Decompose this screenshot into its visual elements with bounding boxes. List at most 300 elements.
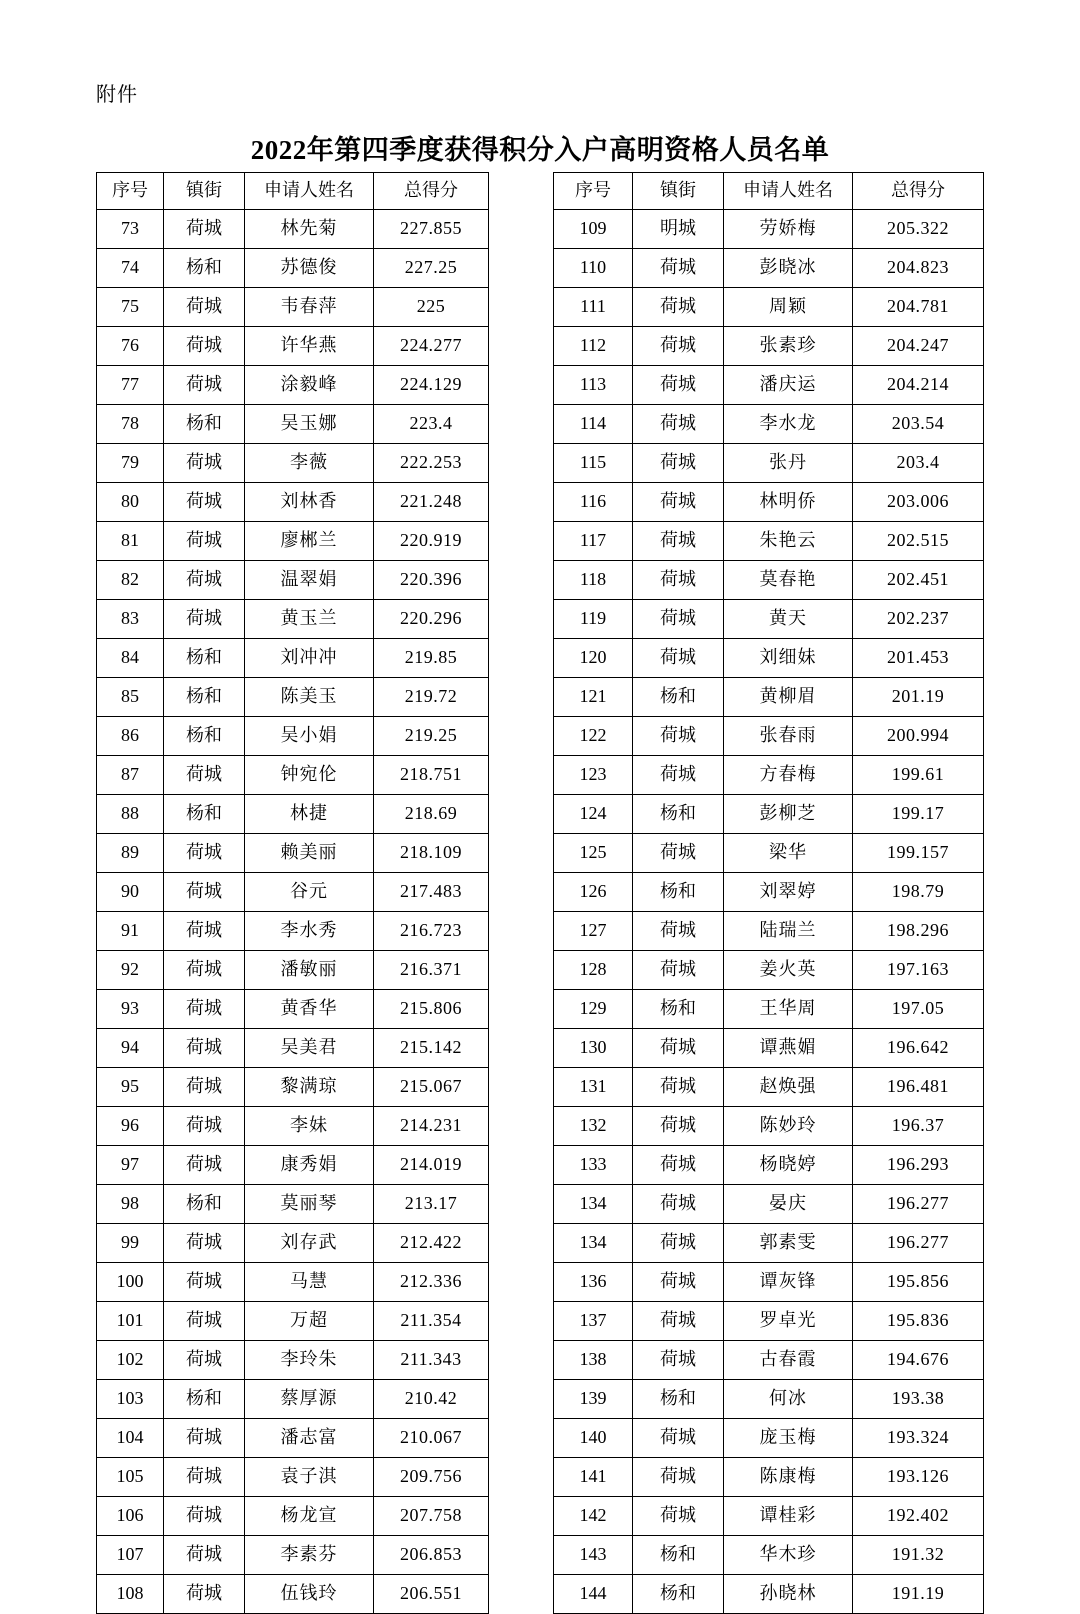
cell-name: 周颖 (724, 288, 853, 327)
cell-name: 谷元 (245, 873, 374, 912)
cell-no: 87 (97, 756, 164, 795)
cell-no: 83 (97, 600, 164, 639)
cell-town: 荷城 (633, 1263, 724, 1302)
cell-town: 荷城 (633, 1458, 724, 1497)
cell-name: 廖郴兰 (245, 522, 374, 561)
cell-score: 216.371 (374, 951, 489, 990)
cell-no: 112 (554, 327, 633, 366)
cell-name: 刘细妹 (724, 639, 853, 678)
cell-town: 荷城 (633, 444, 724, 483)
cell-town: 荷城 (164, 990, 245, 1029)
cell-no: 122 (554, 717, 633, 756)
cell-town: 荷城 (633, 600, 724, 639)
table-row (97, 990, 489, 1029)
cell-town: 荷城 (633, 717, 724, 756)
cell-no: 143 (554, 1536, 633, 1575)
cell-name: 吴小娟 (245, 717, 374, 756)
table-row (97, 249, 489, 288)
cell-score: 196.293 (853, 1146, 984, 1185)
cell-town: 荷城 (633, 561, 724, 600)
cell-town: 荷城 (633, 1497, 724, 1536)
cell-no: 126 (554, 873, 633, 912)
table-row (97, 912, 489, 951)
table-row (554, 210, 984, 249)
cell-score: 204.781 (853, 288, 984, 327)
table-row (554, 639, 984, 678)
cell-town: 杨和 (633, 1380, 724, 1419)
cell-no: 138 (554, 1341, 633, 1380)
table-row (97, 483, 489, 522)
cell-town: 荷城 (633, 912, 724, 951)
cell-town: 荷城 (633, 834, 724, 873)
cell-name: 王华周 (724, 990, 853, 1029)
cell-no: 98 (97, 1185, 164, 1224)
table-row (554, 288, 984, 327)
cell-score: 198.79 (853, 873, 984, 912)
cell-name: 庞玉梅 (724, 1419, 853, 1458)
cell-no: 88 (97, 795, 164, 834)
cell-no: 134 (554, 1185, 633, 1224)
cell-no: 78 (97, 405, 164, 444)
cell-town: 荷城 (633, 639, 724, 678)
cell-score: 196.481 (853, 1068, 984, 1107)
cell-town: 明城 (633, 210, 724, 249)
cell-name: 潘庆运 (724, 366, 853, 405)
cell-no: 144 (554, 1575, 633, 1614)
cell-name: 莫春艳 (724, 561, 853, 600)
cell-name: 劳娇梅 (724, 210, 853, 249)
table-row (554, 483, 984, 522)
table-row (554, 444, 984, 483)
cell-no: 118 (554, 561, 633, 600)
cell-name: 黄天 (724, 600, 853, 639)
cell-name: 陈康梅 (724, 1458, 853, 1497)
cell-name: 李水秀 (245, 912, 374, 951)
cell-score: 218.109 (374, 834, 489, 873)
cell-score: 196.642 (853, 1029, 984, 1068)
table-row (554, 873, 984, 912)
cell-name: 许华燕 (245, 327, 374, 366)
cell-no: 75 (97, 288, 164, 327)
cell-no: 130 (554, 1029, 633, 1068)
cell-name: 蔡厚源 (245, 1380, 374, 1419)
cell-score: 196.37 (853, 1107, 984, 1146)
cell-town: 荷城 (164, 873, 245, 912)
cell-name: 彭柳芝 (724, 795, 853, 834)
cell-name: 刘存武 (245, 1224, 374, 1263)
cell-no: 133 (554, 1146, 633, 1185)
cell-no: 141 (554, 1458, 633, 1497)
table-row (554, 756, 984, 795)
cell-no: 113 (554, 366, 633, 405)
table-row (554, 1302, 984, 1341)
table-row (554, 834, 984, 873)
cell-name: 潘敏丽 (245, 951, 374, 990)
cell-no: 86 (97, 717, 164, 756)
cell-town: 荷城 (633, 1185, 724, 1224)
table-row (97, 951, 489, 990)
cell-no: 131 (554, 1068, 633, 1107)
table-header-row (554, 173, 984, 210)
cell-town: 荷城 (164, 1029, 245, 1068)
cell-score: 212.336 (374, 1263, 489, 1302)
cell-score: 203.54 (853, 405, 984, 444)
column-header-no: 序号 (97, 173, 164, 210)
cell-name: 林捷 (245, 795, 374, 834)
cell-name: 李素芬 (245, 1536, 374, 1575)
cell-score: 204.247 (853, 327, 984, 366)
cell-no: 115 (554, 444, 633, 483)
cell-score: 210.067 (374, 1419, 489, 1458)
cell-town: 杨和 (164, 717, 245, 756)
cell-name: 袁子淇 (245, 1458, 374, 1497)
cell-no: 128 (554, 951, 633, 990)
cell-no: 96 (97, 1107, 164, 1146)
cell-town: 荷城 (164, 561, 245, 600)
cell-score: 219.25 (374, 717, 489, 756)
table-row (97, 873, 489, 912)
cell-name: 郭素雯 (724, 1224, 853, 1263)
cell-no: 119 (554, 600, 633, 639)
cell-score: 220.296 (374, 600, 489, 639)
cell-no: 94 (97, 1029, 164, 1068)
cell-name: 杨龙宣 (245, 1497, 374, 1536)
cell-score: 192.402 (853, 1497, 984, 1536)
cell-name: 莫丽琴 (245, 1185, 374, 1224)
cell-no: 132 (554, 1107, 633, 1146)
cell-town: 荷城 (633, 1146, 724, 1185)
cell-name: 黎满琼 (245, 1068, 374, 1107)
table-row (97, 366, 489, 405)
cell-name: 谭灰锋 (724, 1263, 853, 1302)
table-row (554, 1536, 984, 1575)
cell-name: 何冰 (724, 1380, 853, 1419)
table-row (97, 522, 489, 561)
cell-name: 苏德俊 (245, 249, 374, 288)
column-header-town: 镇街 (164, 173, 245, 210)
cell-no: 127 (554, 912, 633, 951)
cell-town: 杨和 (633, 1536, 724, 1575)
cell-score: 219.72 (374, 678, 489, 717)
cell-score: 199.157 (853, 834, 984, 873)
table-row (97, 1419, 489, 1458)
table-row (554, 1068, 984, 1107)
cell-town: 荷城 (633, 951, 724, 990)
table-row (554, 1458, 984, 1497)
cell-no: 114 (554, 405, 633, 444)
cell-town: 杨和 (633, 990, 724, 1029)
cell-no: 124 (554, 795, 633, 834)
table-row (97, 1536, 489, 1575)
cell-town: 荷城 (164, 912, 245, 951)
table-row (97, 1224, 489, 1263)
cell-score: 214.019 (374, 1146, 489, 1185)
cell-name: 钟宛伦 (245, 756, 374, 795)
table-row (554, 327, 984, 366)
cell-town: 杨和 (633, 795, 724, 834)
cell-score: 200.994 (853, 717, 984, 756)
cell-score: 203.006 (853, 483, 984, 522)
cell-score: 227.25 (374, 249, 489, 288)
column-header-no: 序号 (554, 173, 633, 210)
cell-score: 221.248 (374, 483, 489, 522)
table-row (554, 561, 984, 600)
cell-name: 谭燕媚 (724, 1029, 853, 1068)
cell-name: 黄柳眉 (724, 678, 853, 717)
cell-name: 刘林香 (245, 483, 374, 522)
cell-town: 荷城 (164, 1341, 245, 1380)
cell-town: 荷城 (164, 951, 245, 990)
cell-town: 荷城 (633, 405, 724, 444)
cell-score: 196.277 (853, 1185, 984, 1224)
cell-town: 荷城 (164, 1536, 245, 1575)
cell-no: 85 (97, 678, 164, 717)
cell-town: 杨和 (164, 678, 245, 717)
table-row (554, 249, 984, 288)
cell-name: 潘志富 (245, 1419, 374, 1458)
cell-score: 209.756 (374, 1458, 489, 1497)
table-row (97, 444, 489, 483)
table-row (97, 1185, 489, 1224)
cell-name: 李水龙 (724, 405, 853, 444)
cell-name: 华木珍 (724, 1536, 853, 1575)
cell-no: 139 (554, 1380, 633, 1419)
table-row (554, 1107, 984, 1146)
cell-no: 89 (97, 834, 164, 873)
cell-score: 214.231 (374, 1107, 489, 1146)
cell-name: 林明侨 (724, 483, 853, 522)
cell-name: 杨晓婷 (724, 1146, 853, 1185)
table-row (554, 1419, 984, 1458)
cell-no: 123 (554, 756, 633, 795)
cell-name: 张素珍 (724, 327, 853, 366)
cell-no: 99 (97, 1224, 164, 1263)
cell-no: 129 (554, 990, 633, 1029)
cell-score: 213.17 (374, 1185, 489, 1224)
cell-name: 康秀娟 (245, 1146, 374, 1185)
cell-no: 80 (97, 483, 164, 522)
table-row (97, 756, 489, 795)
table-row (554, 405, 984, 444)
cell-town: 荷城 (164, 1224, 245, 1263)
table-row (97, 1107, 489, 1146)
cell-score: 216.723 (374, 912, 489, 951)
cell-town: 荷城 (633, 756, 724, 795)
cell-town: 荷城 (633, 1224, 724, 1263)
cell-town: 荷城 (164, 1458, 245, 1497)
column-header-score: 总得分 (374, 173, 489, 210)
cell-score: 204.214 (853, 366, 984, 405)
cell-name: 林先菊 (245, 210, 374, 249)
cell-score: 197.05 (853, 990, 984, 1029)
table-header-row (97, 173, 489, 210)
cell-name: 陈妙玲 (724, 1107, 853, 1146)
cell-name: 姜火英 (724, 951, 853, 990)
table-row (554, 1185, 984, 1224)
cell-town: 荷城 (164, 1107, 245, 1146)
right-table (553, 172, 984, 1614)
cell-name: 张春雨 (724, 717, 853, 756)
cell-no: 117 (554, 522, 633, 561)
table-row (554, 1224, 984, 1263)
cell-no: 120 (554, 639, 633, 678)
cell-no: 101 (97, 1302, 164, 1341)
cell-score: 191.19 (853, 1575, 984, 1614)
cell-name: 李玲朱 (245, 1341, 374, 1380)
cell-score: 194.676 (853, 1341, 984, 1380)
cell-score: 196.277 (853, 1224, 984, 1263)
cell-no: 90 (97, 873, 164, 912)
cell-town: 荷城 (633, 327, 724, 366)
table-row (554, 1575, 984, 1614)
cell-no: 103 (97, 1380, 164, 1419)
cell-no: 142 (554, 1497, 633, 1536)
cell-no: 100 (97, 1263, 164, 1302)
column-header-name: 申请人姓名 (245, 173, 374, 210)
cell-name: 马慧 (245, 1263, 374, 1302)
cell-score: 212.422 (374, 1224, 489, 1263)
cell-name: 赖美丽 (245, 834, 374, 873)
cell-town: 荷城 (633, 483, 724, 522)
table-row (97, 288, 489, 327)
cell-town: 杨和 (164, 795, 245, 834)
table-row (554, 366, 984, 405)
cell-name: 李妹 (245, 1107, 374, 1146)
cell-score: 205.322 (853, 210, 984, 249)
cell-score: 224.277 (374, 327, 489, 366)
cell-town: 荷城 (164, 756, 245, 795)
cell-score: 218.751 (374, 756, 489, 795)
cell-town: 杨和 (164, 249, 245, 288)
table-row (97, 1302, 489, 1341)
cell-town: 荷城 (164, 1302, 245, 1341)
cell-no: 82 (97, 561, 164, 600)
table-row (97, 1029, 489, 1068)
table-row (97, 561, 489, 600)
cell-score: 207.758 (374, 1497, 489, 1536)
cell-no: 102 (97, 1341, 164, 1380)
cell-name: 涂毅峰 (245, 366, 374, 405)
cell-score: 217.483 (374, 873, 489, 912)
cell-name: 刘冲冲 (245, 639, 374, 678)
cell-no: 140 (554, 1419, 633, 1458)
cell-town: 杨和 (164, 1380, 245, 1419)
table-row (97, 1497, 489, 1536)
cell-town: 荷城 (164, 444, 245, 483)
table-row (97, 600, 489, 639)
cell-score: 195.836 (853, 1302, 984, 1341)
cell-name: 陆瑞兰 (724, 912, 853, 951)
table-row (554, 951, 984, 990)
cell-score: 202.515 (853, 522, 984, 561)
cell-no: 137 (554, 1302, 633, 1341)
cell-score: 219.85 (374, 639, 489, 678)
cell-score: 199.61 (853, 756, 984, 795)
table-row (554, 717, 984, 756)
cell-no: 136 (554, 1263, 633, 1302)
cell-town: 荷城 (633, 1341, 724, 1380)
cell-town: 荷城 (633, 1068, 724, 1107)
cell-score: 197.163 (853, 951, 984, 990)
cell-score: 201.453 (853, 639, 984, 678)
cell-name: 伍钱玲 (245, 1575, 374, 1614)
cell-no: 77 (97, 366, 164, 405)
cell-name: 黄玉兰 (245, 600, 374, 639)
cell-no: 93 (97, 990, 164, 1029)
cell-no: 91 (97, 912, 164, 951)
cell-name: 黄香华 (245, 990, 374, 1029)
page-title: 2022年第四季度获得积分入户高明资格人员名单 (250, 135, 830, 165)
cell-town: 荷城 (633, 1029, 724, 1068)
cell-name: 谭桂彩 (724, 1497, 853, 1536)
table-row (554, 1263, 984, 1302)
table-row (554, 678, 984, 717)
cell-name: 梁华 (724, 834, 853, 873)
cell-town: 荷城 (164, 522, 245, 561)
cell-no: 110 (554, 249, 633, 288)
cell-name: 万超 (245, 1302, 374, 1341)
table-row (97, 639, 489, 678)
cell-name: 古春霞 (724, 1341, 853, 1380)
table-row (554, 1380, 984, 1419)
cell-name: 晏庆 (724, 1185, 853, 1224)
table-row (554, 1341, 984, 1380)
cell-score: 206.551 (374, 1575, 489, 1614)
table-row (554, 795, 984, 834)
cell-town: 荷城 (633, 366, 724, 405)
table-row (554, 1029, 984, 1068)
cell-no: 84 (97, 639, 164, 678)
cell-name: 彭晓冰 (724, 249, 853, 288)
cell-no: 76 (97, 327, 164, 366)
cell-score: 202.237 (853, 600, 984, 639)
table-row (554, 522, 984, 561)
cell-score: 206.853 (374, 1536, 489, 1575)
cell-no: 95 (97, 1068, 164, 1107)
table-row (97, 1068, 489, 1107)
table-row (97, 1575, 489, 1614)
cell-score: 203.4 (853, 444, 984, 483)
cell-score: 193.324 (853, 1419, 984, 1458)
cell-no: 104 (97, 1419, 164, 1458)
table-row (554, 990, 984, 1029)
cell-no: 92 (97, 951, 164, 990)
table-row (97, 1380, 489, 1419)
cell-score: 193.126 (853, 1458, 984, 1497)
table-row (97, 678, 489, 717)
cell-town: 荷城 (164, 1146, 245, 1185)
cell-name: 孙晓林 (724, 1575, 853, 1614)
table-row (97, 717, 489, 756)
cell-name: 刘翠婷 (724, 873, 853, 912)
cell-town: 杨和 (633, 1575, 724, 1614)
cell-no: 109 (554, 210, 633, 249)
cell-no: 106 (97, 1497, 164, 1536)
cell-town: 荷城 (164, 288, 245, 327)
cell-town: 荷城 (164, 1263, 245, 1302)
cell-no: 107 (97, 1536, 164, 1575)
cell-name: 方春梅 (724, 756, 853, 795)
cell-name: 吴玉娜 (245, 405, 374, 444)
column-header-name: 申请人姓名 (724, 173, 853, 210)
cell-town: 荷城 (164, 366, 245, 405)
table-row (554, 1146, 984, 1185)
cell-town: 荷城 (164, 1575, 245, 1614)
cell-town: 杨和 (164, 405, 245, 444)
cell-no: 116 (554, 483, 633, 522)
cell-name: 陈美玉 (245, 678, 374, 717)
cell-name: 张丹 (724, 444, 853, 483)
